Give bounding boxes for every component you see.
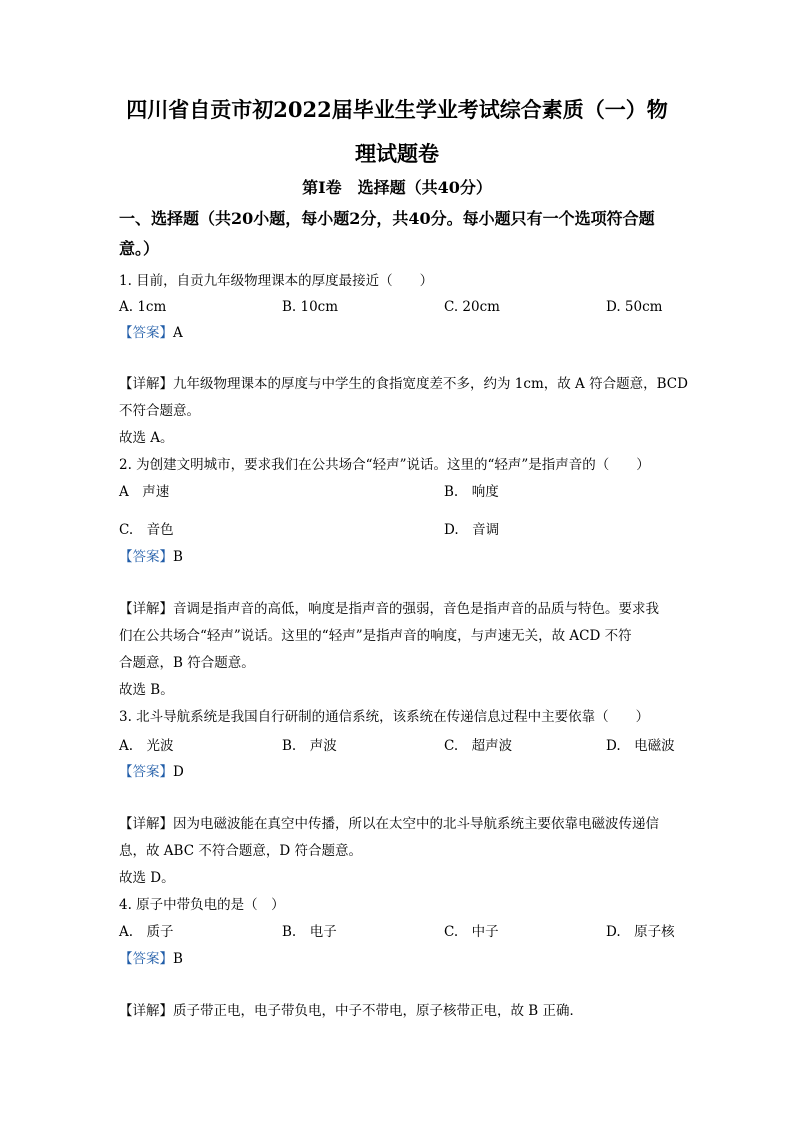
detail-tag: 【详解】 [119,1003,173,1019]
answer-value: A [173,325,183,341]
answer-value: B [173,549,183,565]
question-2-detail-line-3: 合题意，B 符合题意。 [119,655,255,671]
question-2-option-b: B. 响度 [444,484,499,500]
question-3-answer [119,766,184,780]
part-title: 第I卷 选择题（共40分） [302,178,492,197]
question-2-option-a: A 声速 [119,484,170,500]
detail-text: 因为电磁波能在真空中传播，所以在太空中的北斗导航系统主要依靠电磁波传递信 [173,816,659,832]
question-1-option-d: D. 50cm [606,299,663,315]
question-1-detail-line-2: 不符合题意。 [119,403,200,419]
question-1-detail-line-1 [119,378,688,392]
detail-text: 九年级物理课本的厚度与中学生的食指宽度差不多，约为 1cm，故 A 符合题意，BCD [173,376,688,392]
question-1-stem: 1. 目前，自贡九年级物理课本的厚度最接近（ ） [119,273,434,289]
question-3-option-c: C. 超声波 [444,738,513,754]
detail-text: 质子带正电，电子带负电，中子不带电，原子核带正电，故 B 正确． [173,1003,584,1019]
question-2-stem: 2. 为创建文明城市，要求我们在公共场合“轻声”说话。这里的“轻声”是指声音的（ ） [119,457,650,473]
question-3-option-b: B. 声波 [282,738,337,754]
section-heading-line-1: 一、选择题（共20小题，每小题2分，共40分。每小题只有一个选项符合题 [119,209,655,228]
question-4-detail-line-1 [119,1005,583,1019]
question-3-option-a: A. 光波 [119,738,174,754]
answer-value: D [173,764,184,780]
answer-value: B [173,951,183,967]
question-3-option-d: D. 电磁波 [606,738,675,754]
section-heading-line-2: 意。） [119,239,160,258]
document-title-line-2: 理试题卷 [355,141,439,166]
question-1-option-c: C. 20cm [444,299,500,315]
question-4-answer [119,953,183,967]
question-4-option-c: C. 中子 [444,924,499,940]
answer-tag: 【答案】 [119,549,173,565]
question-2-answer [119,551,183,565]
detail-text: 音调是指声音的高低，响度是指声音的强弱，音色是指声音的品质与特色。要求我 [173,601,659,617]
question-3-detail-line-2: 息，故 ABC 不符合题意，D 符合题意。 [119,843,362,859]
question-4-option-a: A. 质子 [119,924,174,940]
question-2-option-d: D. 音调 [444,522,500,538]
question-3-stem: 3. 北斗导航系统是我国自行研制的通信系统，该系统在传递信息过程中主要依靠（ ） [119,709,650,725]
detail-tag: 【详解】 [119,816,173,832]
question-2-option-c: C. 音色 [119,522,174,538]
question-1-option-b: B. 10cm [282,299,339,315]
question-4-option-b: B. 电子 [282,924,337,940]
detail-tag: 【详解】 [119,601,173,617]
question-3-conclusion: 故选 D。 [119,870,175,886]
answer-tag: 【答案】 [119,951,173,967]
answer-tag: 【答案】 [119,764,173,780]
question-4-stem: 4. 原子中带负电的是（ ） [119,897,285,913]
question-4-option-d: D. 原子核 [606,924,675,940]
question-3-detail-line-1 [119,818,659,832]
question-1-option-a: A. 1cm [119,299,167,315]
question-2-detail-line-2: 们在公共场合“轻声”说话。这里的“轻声”是指声音的响度，与声速无关，故 ACD 不符 [119,628,632,644]
question-1-answer [119,327,183,341]
document-title-line-1: 四川省自贡市初2022届毕业生学业考试综合素质（一）物 [126,97,668,122]
answer-tag: 【答案】 [119,325,173,341]
question-2-detail-line-1 [119,603,659,617]
question-2-conclusion: 故选 B。 [119,682,174,698]
detail-tag: 【详解】 [119,376,173,392]
question-1-conclusion: 故选 A。 [119,430,174,446]
